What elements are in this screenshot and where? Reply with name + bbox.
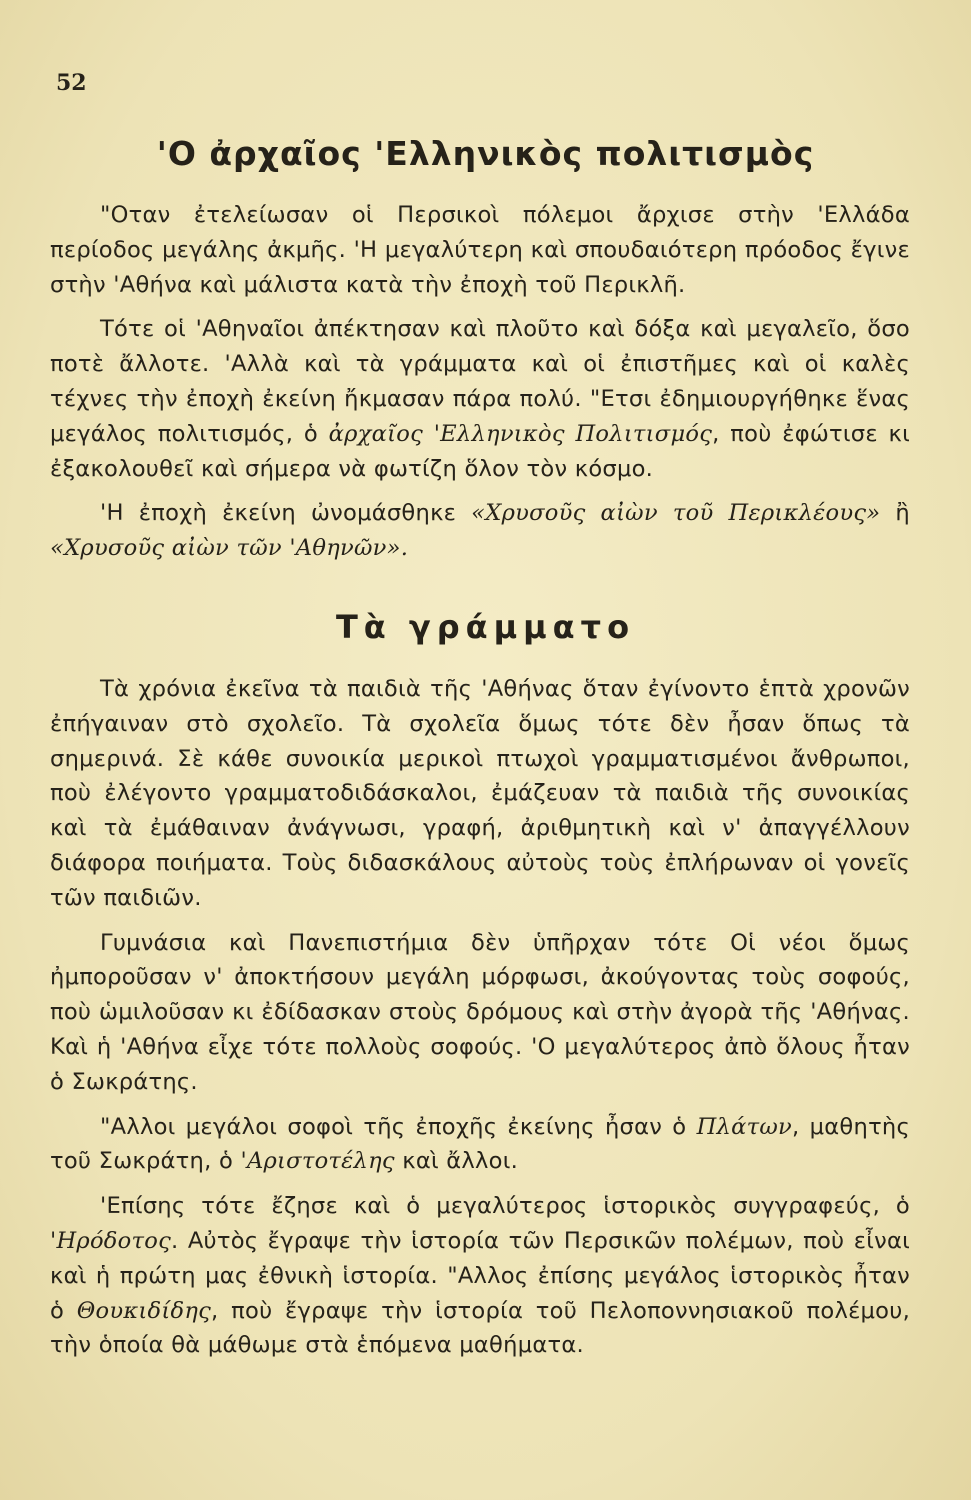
- section-ancient-civilization: [50, 198, 910, 576]
- page-number: 52: [56, 70, 87, 96]
- section-heading: Τὰ γράμματο: [335, 608, 636, 646]
- section-letters: [50, 672, 910, 1373]
- italic-name: Πλάτων: [696, 1113, 793, 1140]
- paragraph: [50, 198, 910, 302]
- page-title: 'Ο ἀρχαῖος 'Ελληνικὸς πολιτισμὸς: [156, 134, 815, 173]
- paragraph-text: . Αὐτὸς ἔγραψε τὴν ἱστορία τῶν Περσικῶν πολέμων, ποὺ εἶναι καὶ ἡ πρώτη μας ἐθνικὴ ἱστορία. "Αλλος ἐπίσης μεγάλος ἱστορικὸς ἦταν ὁ: [50, 1227, 910, 1324]
- italic-name: 'Αριστοτέλης: [240, 1148, 395, 1175]
- paragraph-text: , ποὺ ἐφώτισε κι ἐξακολουθεῖ καὶ σήμερα νὰ φωτίζη ὅλον τὸν κόσμο.: [50, 420, 910, 482]
- paragraph-text: , μαθητὴς τοῦ Σωκράτη, ὁ: [50, 1113, 910, 1175]
- italic-name: 'Ηρόδοτος: [50, 1227, 172, 1254]
- paragraph: [50, 312, 910, 486]
- paragraph-text: 'Η ἐποχὴ ἐκείνη ὠνομάσθηκε: [100, 500, 457, 527]
- paragraph-text: 'Επίσης τότε ἔζησε καὶ ὁ μεγαλύτερος ἱστορικὸς συγγραφεύς, ὁ: [100, 1193, 910, 1220]
- italic-term: «Χρυσοῦς αἰὼν τῶν 'Αθηνῶν».: [50, 535, 409, 562]
- paragraph-text: Τὰ χρόνια ἐκεῖνα τὰ παιδιὰ τῆς 'Αθήνας ὅταν ἐγίνοντο ἑπτὰ χρονῶν ἐπήγαιναν στὸ σχολεῖο. Τὰ σχολεῖα ὅμως τότε δὲν ἦσαν ὅπως τὰ σημερινά. Σὲ κάθε συνοικία μερικοὶ πτωχοὶ γραμματισμένοι ἄνθρωποι, ποὺ ἐλέγοντο γραμματοδιδάσκαλοι, ἐμάζευαν τὰ παιδιὰ τῆς συνοικίας καὶ τὰ ἐμάθαιναν ἀνάγνωσι, γραφή, ἀριθμητικὴ καὶ ν' ἀπαγγέλλουν διάφορα ποιήματα. Τοὺς διδασκάλους αὐτοὺς τοὺς ἐπλήρωναν οἱ γονεῖς τῶν παιδιῶν.: [50, 676, 910, 911]
- italic-term: «Χρυσοῦς αἰὼν τοῦ Περικλέους»: [471, 500, 881, 527]
- paragraph: [50, 926, 910, 1100]
- paragraph: [50, 672, 910, 916]
- paragraph: [50, 1110, 910, 1180]
- paragraph-text: , ποὺ ἔγραψε τὴν ἱστορία τοῦ Πελοποννησιακοῦ πολέμου, τὴν ὁποία θὰ μάθωμε στὰ ἑπόμενα μαθήματα.: [50, 1297, 911, 1359]
- italic-name: Θουκιδίδης: [76, 1297, 212, 1324]
- paragraph-text: "Οταν ἐτελείωσαν οἱ Περσικοὶ πόλεμοι ἄρχισε στὴν 'Ελλάδα περίοδος μεγάλης ἀκμῆς. 'Η μεγαλύτερη καὶ σπουδαιότερη πρόοδος ἔγινε στὴν 'Αθήνα καὶ μάλιστα κατὰ τὴν ἐποχὴ τοῦ Περικλῆ.: [50, 202, 910, 298]
- paragraph: [50, 496, 910, 566]
- paragraph: [50, 1189, 910, 1363]
- paragraph-text: Τότε οἱ 'Αθηναῖοι ἀπέκτησαν καὶ πλοῦτο καὶ δόξα καὶ μεγαλεῖο, ὅσο ποτὲ ἄλλοτε. 'Αλλὰ καὶ τὰ γράμματα καὶ οἱ ἐπιστῆμες καὶ οἱ καλὲς τέχνες τὴν ἐποχὴ ἐκείνη ἤκμασαν πάρα πολύ. "Ετσι ἐδημιουργήθηκε ἕνας μεγάλος πολιτισμός, ὁ: [50, 316, 910, 447]
- paragraph-text: ἢ: [895, 500, 910, 527]
- paragraph-text: καὶ ἄλλοι.: [402, 1148, 519, 1175]
- italic-term: ἀρχαῖος 'Ελληνικὸς Πολιτισμός: [328, 420, 713, 447]
- paragraph-text: Γυμνάσια καὶ Πανεπιστήμια δὲν ὑπῆρχαν τότε Οἱ νέοι ὅμως ἠμποροῦσαν ν' ἀποκτήσουν μεγάλη μόρφωσι, ἀκούγοντας τοὺς σοφούς, ποὺ ὡμιλοῦσαν κι ἐδίδασκαν στοὺς δρόμους καὶ στὴν ἀγορὰ τῆς 'Αθήνας. Καὶ ἡ 'Αθήνα εἶχε τότε πολλοὺς σοφούς. 'Ο μεγαλύτερος ἀπὸ ὅλους ἦταν ὁ Σωκράτης.: [50, 929, 910, 1095]
- paragraph-text: "Αλλοι μεγάλοι σοφοὶ τῆς ἐποχῆς ἐκείνης ἦσαν ὁ: [100, 1113, 687, 1140]
